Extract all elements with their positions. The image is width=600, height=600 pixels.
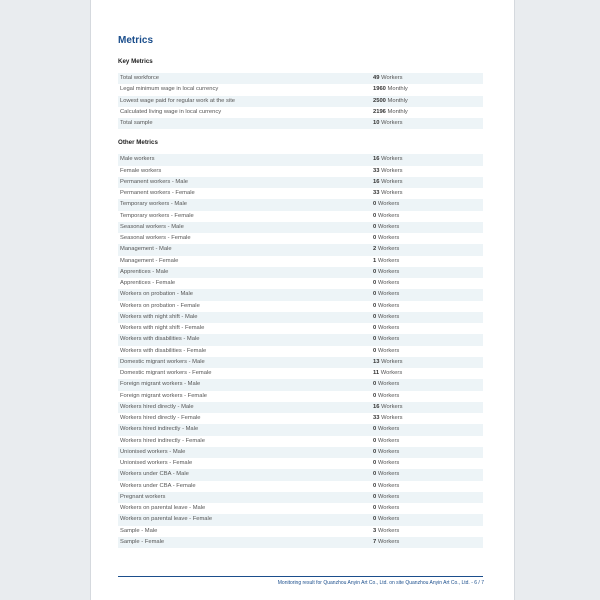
metric-number: 33: [373, 415, 380, 421]
metric-value: [373, 256, 399, 267]
metric-number: 3: [373, 527, 377, 534]
metric-number: 0: [373, 212, 377, 219]
metric-value: [373, 166, 403, 177]
table-row: [118, 222, 483, 233]
metric-number: 0: [373, 291, 377, 298]
metric-unit: Workers: [381, 167, 403, 174]
metric-unit: Workers: [377, 325, 400, 331]
metric-number: 0: [373, 313, 377, 320]
metric-value: [373, 301, 399, 312]
metric-value: [373, 334, 399, 345]
metric-label: Workers with disabilities - Female: [120, 347, 207, 354]
metric-label: Workers hired directly - Female: [120, 415, 201, 421]
metric-number: 0: [373, 460, 377, 466]
metric-unit: Workers: [377, 493, 400, 500]
metric-unit: Monthly: [387, 108, 408, 115]
metric-value: [373, 312, 399, 323]
metric-label: Permanent workers - Male: [120, 178, 188, 185]
table-row: [118, 492, 483, 503]
metric-number: 13: [373, 358, 380, 365]
metric-number: 0: [373, 493, 377, 500]
metric-value: [373, 537, 399, 548]
metric-unit: Workers: [377, 381, 400, 388]
table-row: [118, 424, 483, 435]
metric-value: [373, 188, 403, 199]
metric-value: [373, 199, 399, 210]
metric-value: [373, 424, 399, 435]
page-content: [118, 34, 483, 548]
metric-value: [373, 413, 403, 424]
other-metrics-table: [118, 154, 483, 548]
metric-unit: Workers: [381, 75, 403, 81]
metric-number: 0: [373, 347, 377, 354]
table-row: [118, 312, 483, 323]
metric-value: [373, 481, 399, 492]
metric-value: [373, 402, 403, 413]
table-row: [118, 357, 483, 368]
metric-value: [373, 526, 399, 537]
table-row: [118, 436, 483, 447]
metric-unit: Workers: [377, 471, 400, 478]
metric-unit: Workers: [377, 302, 400, 309]
table-row: [118, 118, 483, 129]
metric-value: [373, 222, 399, 233]
metric-unit: Workers: [377, 235, 400, 241]
key-metrics-table: [118, 73, 483, 129]
metric-unit: Workers: [381, 178, 403, 185]
metric-label: Total sample: [120, 120, 153, 126]
table-row: [118, 481, 483, 492]
table-row: [118, 199, 483, 210]
metric-number: 11: [373, 370, 380, 376]
metric-label: Management - Male: [120, 246, 172, 253]
metric-number: 0: [373, 505, 377, 511]
section-heading-other-metrics: Other Metrics: [118, 139, 158, 147]
metric-number: 0: [373, 280, 377, 286]
metric-unit: Workers: [377, 212, 400, 219]
metric-value: [373, 289, 399, 300]
metric-label: Workers with night shift - Female: [120, 325, 205, 331]
metric-label: Workers on probation - Male: [120, 291, 194, 298]
metric-number: 2196: [373, 108, 386, 115]
table-row: [118, 402, 483, 413]
metric-label: Workers with night shift - Male: [120, 313, 198, 320]
table-row: [118, 526, 483, 537]
metric-label: Pregnant workers: [120, 493, 166, 500]
table-row: [118, 469, 483, 480]
metric-label: Unionised workers - Female: [120, 460, 193, 466]
table-row: [118, 154, 483, 165]
metric-unit: Workers: [377, 516, 400, 523]
metric-value: [373, 514, 399, 525]
metric-number: 33: [373, 167, 380, 174]
metric-number: 33: [373, 190, 380, 196]
metric-unit: Workers: [377, 246, 400, 253]
metric-label: Sample - Female: [120, 538, 165, 545]
metric-number: 0: [373, 448, 377, 455]
metric-label: Workers hired directly - Male: [120, 403, 194, 410]
metric-label: Workers hired indirectly - Female: [120, 437, 205, 444]
metric-label: Apprentices - Male: [120, 268, 169, 275]
metric-label: Apprentices - Female: [120, 280, 176, 286]
metric-value: [373, 73, 403, 84]
table-row: [118, 96, 483, 107]
metric-unit: Workers: [377, 527, 400, 534]
metric-number: 0: [373, 392, 377, 399]
section-heading-key-metrics: Key Metrics: [118, 58, 153, 65]
metric-label: Workers on probation - Female: [120, 302, 200, 309]
metric-unit: Workers: [377, 460, 400, 466]
metric-number: 0: [373, 302, 377, 309]
table-row: [118, 368, 483, 379]
table-row: [118, 278, 483, 289]
table-row: [118, 379, 483, 390]
metric-value: [373, 323, 399, 334]
metric-value: [373, 177, 403, 188]
metric-number: 0: [373, 223, 377, 230]
metric-label: Temporary workers - Female: [120, 212, 194, 219]
metric-label: Workers on parental leave - Female: [120, 516, 213, 523]
footer-divider: [118, 576, 483, 577]
metric-number: 0: [373, 516, 377, 523]
metric-number: 10: [373, 120, 380, 126]
metric-label: Domestic migrant workers - Male: [120, 358, 205, 365]
metric-number: 49: [373, 75, 380, 81]
metric-value: [373, 447, 399, 458]
metric-label: Workers with disabilities - Male: [120, 336, 200, 343]
metric-number: 0: [373, 426, 377, 433]
metric-label: Workers on parental leave - Male: [120, 505, 206, 511]
metric-value: [373, 107, 408, 118]
metric-unit: Workers: [377, 291, 400, 298]
metric-number: 16: [373, 403, 380, 410]
metric-label: Domestic migrant workers - Female: [120, 370, 212, 376]
metric-unit: Workers: [377, 392, 400, 399]
table-row: [118, 244, 483, 255]
metric-unit: Monthly: [387, 97, 408, 104]
metric-unit: Workers: [377, 280, 400, 286]
metric-unit: Workers: [377, 426, 400, 433]
metric-label: Foreign migrant workers - Male: [120, 381, 201, 388]
metric-value: [373, 233, 399, 244]
metric-value: [373, 379, 399, 390]
metric-label: Workers under CBA - Male: [120, 471, 189, 478]
metric-unit: Workers: [377, 336, 400, 343]
table-row: [118, 166, 483, 177]
table-row: [118, 537, 483, 548]
metric-value: [373, 458, 399, 469]
metric-value: [373, 278, 399, 289]
table-row: [118, 458, 483, 469]
metric-value: [373, 211, 399, 222]
metric-value: [373, 346, 399, 357]
metric-unit: Workers: [381, 403, 403, 410]
metric-unit: Workers: [381, 156, 403, 163]
metric-value: [373, 492, 399, 503]
metric-unit: Workers: [381, 190, 403, 196]
table-row: [118, 301, 483, 312]
metric-label: Workers hired indirectly - Male: [120, 426, 199, 433]
table-row: [118, 346, 483, 357]
metric-number: 7: [373, 538, 377, 545]
metric-label: Seasonal workers - Female: [120, 235, 191, 241]
table-row: [118, 503, 483, 514]
metric-value: [373, 154, 403, 165]
metric-value: [373, 469, 399, 480]
metric-value: [373, 96, 408, 107]
table-row: [118, 188, 483, 199]
table-row: [118, 177, 483, 188]
metric-label: Total workforce: [120, 75, 159, 81]
page-title: Metrics: [118, 35, 154, 46]
table-row: [118, 323, 483, 334]
metric-unit: Workers: [377, 257, 400, 264]
metric-number: 0: [373, 235, 377, 241]
table-row: [118, 514, 483, 525]
metric-label: Workers under CBA - Female: [120, 482, 196, 489]
metric-unit: Workers: [377, 437, 400, 444]
document-page: [90, 0, 515, 600]
metric-unit: Monthly: [387, 86, 408, 93]
metric-label: Legal minimum wage in local currency: [120, 86, 219, 93]
metric-label: Calculated living wage in local currency: [120, 108, 222, 115]
metric-number: 16: [373, 156, 380, 163]
table-row: [118, 84, 483, 95]
metric-value: [373, 118, 403, 129]
metric-number: 2500: [373, 97, 386, 104]
metric-label: Lowest wage paid for regular work at the site: [120, 97, 236, 104]
metric-label: Sample - Male: [120, 527, 158, 534]
metric-value: [373, 84, 408, 95]
table-row: [118, 391, 483, 402]
metric-number: 0: [373, 268, 377, 275]
metric-unit: Workers: [381, 358, 403, 365]
metric-label: Permanent workers - Female: [120, 190, 195, 196]
metric-unit: Workers: [381, 415, 403, 421]
metric-unit: Workers: [381, 120, 403, 126]
metric-unit: Workers: [377, 482, 400, 489]
metric-value: [373, 436, 399, 447]
metric-number: 0: [373, 471, 377, 478]
metric-value: [373, 503, 399, 514]
table-row: [118, 107, 483, 118]
metric-unit: Workers: [380, 370, 403, 376]
metric-unit: Workers: [377, 538, 400, 545]
metric-label: Male workers: [120, 156, 155, 163]
metric-number: 0: [373, 381, 377, 388]
metric-label: Female workers: [120, 167, 162, 174]
metric-number: 0: [373, 437, 377, 444]
metric-value: [373, 267, 399, 278]
metric-value: [373, 368, 402, 379]
metric-unit: Workers: [377, 347, 400, 354]
metric-unit: Workers: [377, 201, 400, 208]
metric-unit: Workers: [377, 313, 400, 320]
metric-value: [373, 244, 399, 255]
metric-unit: Workers: [377, 448, 400, 455]
metric-label: Seasonal workers - Male: [120, 223, 184, 230]
metric-number: 1: [373, 257, 377, 264]
table-row: [118, 211, 483, 222]
metric-number: 0: [373, 336, 377, 343]
metric-value: [373, 391, 399, 402]
metric-number: 0: [373, 482, 377, 489]
metric-unit: Workers: [377, 505, 400, 511]
metric-unit: Workers: [377, 268, 400, 275]
metric-label: Foreign migrant workers - Female: [120, 392, 207, 399]
page-footer: Monitoring result for Quanzhou Anyin Art Co., Ltd. on site Quanzhou Anyin Art Co., Ltd. - 6 / 7: [277, 580, 484, 586]
table-row: [118, 233, 483, 244]
metric-unit: Workers: [377, 223, 400, 230]
table-row: [118, 256, 483, 267]
metric-number: 0: [373, 201, 377, 208]
table-row: [118, 267, 483, 278]
metric-label: Temporary workers - Male: [120, 201, 188, 208]
metric-label: Unionised workers - Male: [120, 448, 186, 455]
table-row: [118, 334, 483, 345]
metric-label: Management - Female: [120, 257, 179, 264]
metric-number: 16: [373, 178, 380, 185]
table-row: [118, 73, 483, 84]
metric-value: [373, 357, 403, 368]
metric-number: 2: [373, 246, 377, 253]
metric-number: 0: [373, 325, 377, 331]
metric-number: 1960: [373, 86, 386, 93]
table-row: [118, 413, 483, 424]
table-row: [118, 289, 483, 300]
table-row: [118, 447, 483, 458]
